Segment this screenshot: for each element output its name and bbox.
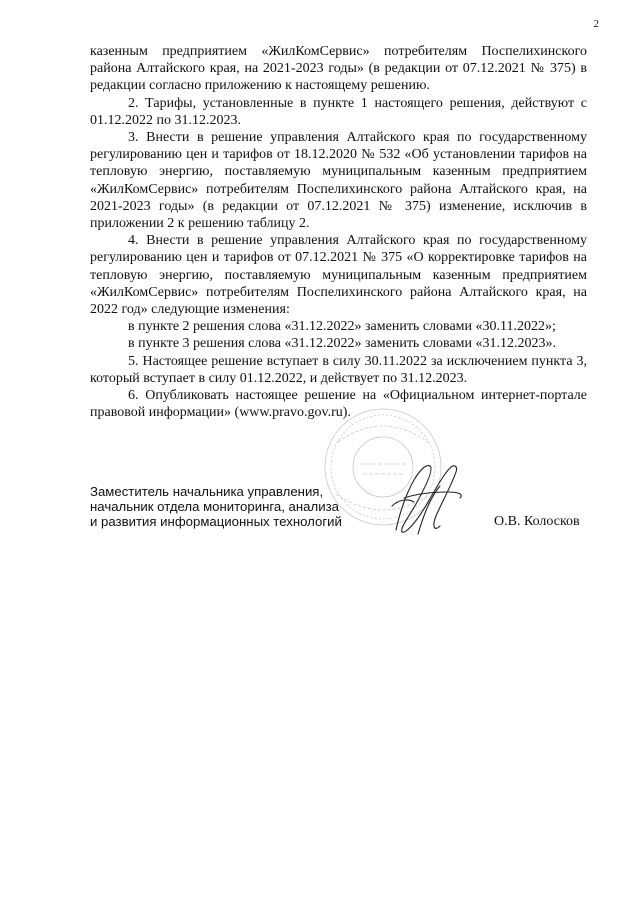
- page-number: 2: [593, 18, 599, 30]
- signature-block: [90, 484, 590, 544]
- paragraph-item-4: 4. Внести в решение управления Алтайского края по государственному регулированию цен и тарифов от 07.12.2021 № 375 «О корректировке тарифов на тепловую энергию, поставляемую муниципальным казенным предприятием «ЖилКомСервис» потребителям Поспелихинского района Алтайского края, на 2022 год» следующие изменения:: [90, 233, 587, 318]
- signer-title-line: Заместитель начальника управления,: [90, 484, 324, 499]
- signer-title-line: начальник отдела мониторинга, анализа: [90, 499, 339, 515]
- paragraph-continuation: казенным предприятием «ЖилКомСервис» потребителям Поспелихинского района Алтайского края, на 2021-2023 годы» (в редакции от 07.12.2021 № 375) в редакции согласно приложению к настоящему решению.: [90, 44, 587, 94]
- paragraph-item-2: 2. Тарифы, установленные в пункте 1 настоящего решения, действуют с 01.12.2022 по 31.12.2023.: [90, 95, 587, 128]
- signer-name: О.В. Колосков: [494, 514, 580, 529]
- document-body: [90, 43, 587, 421]
- paragraph-item-3: 3. Внести в решение управления Алтайского края по государственному регулированию цен и тарифов от 18.12.2020 № 532 «Об установлении тарифов на тепловую энергию, поставляемую муниципальным казенным предприятием «ЖилКомСервис» потребителям Поспелихинского района Алтайского края, на 2021-2023 годы» (в редакции от 07.12.2021 № 375) изменение, исключив в приложении 2 к решению таблицу 2.: [90, 130, 587, 232]
- paragraph-item-5: 5. Настоящее решение вступает в силу 30.11.2022 за исключением пункта 3, который вступает в силу 01.12.2022, и действует по 31.12.2023.: [90, 353, 587, 386]
- signer-title-line: и развития информационных технологий: [90, 514, 342, 530]
- amendment-line-1: в пункте 2 решения слова «31.12.2022» заменить словами «30.11.2022»;: [128, 319, 556, 335]
- paragraph-item-6: 6. Опубликовать настоящее решение на «Официальном интернет-портале правовой информации» (www.pravo.gov.ru).: [90, 388, 587, 421]
- amendment-line-2: в пункте 3 решения слова «31.12.2022» заменить словами «31.12.2023».: [128, 336, 557, 352]
